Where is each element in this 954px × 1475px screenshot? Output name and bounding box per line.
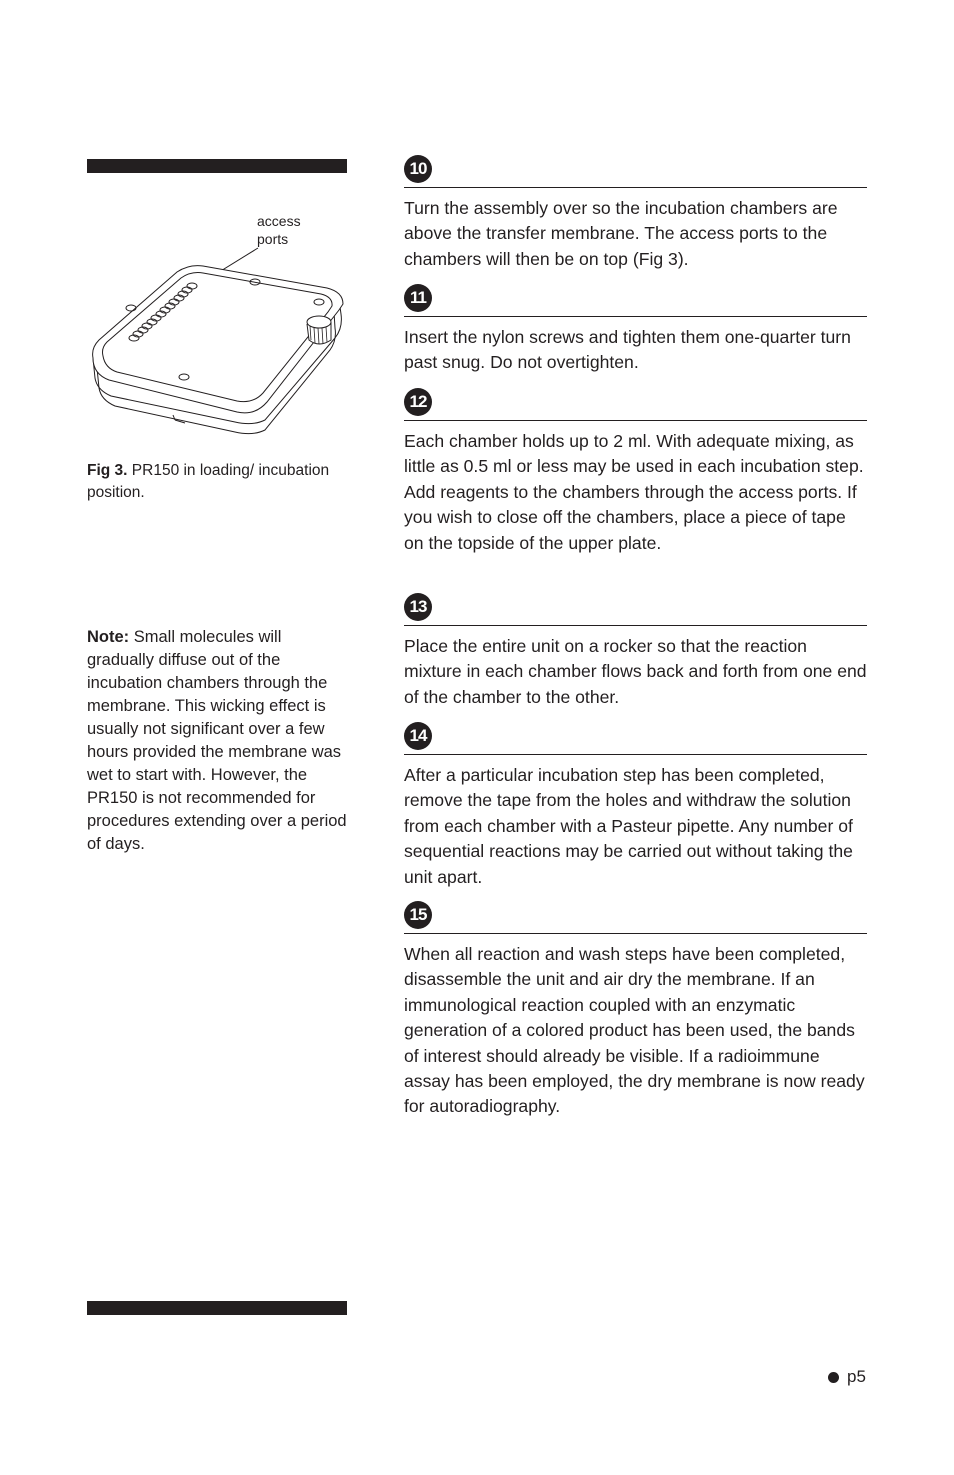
step-number-badge: 11	[404, 284, 432, 312]
sidebar-top-rule	[87, 159, 347, 173]
step-text: Place the entire unit on a rocker so that the reaction mixture in each chamber flows back and forth from one end of the chamber to the other.	[404, 636, 867, 707]
note-label: Note:	[87, 628, 130, 646]
note-block	[87, 626, 349, 856]
step-text: After a particular incubation step has been completed, remove the tape from the holes and withdraw the solution from each chamber with a Pasteur pipette. Any number of sequential reactions may be carried out without taking the unit apart.	[404, 765, 853, 887]
step-14	[404, 722, 867, 890]
step-text: Each chamber holds up to 2 ml. With adequate mixing, as little as 0.5 ml or less may be used in each incubation step. Add reagents to the chambers through the access ports. If you wish to close off the chambers, place a piece of tape on the topside of the upper plate.	[404, 431, 864, 553]
figure-caption	[87, 460, 347, 504]
note-text: Small molecules will gradually diffuse out of the incubation chambers through the membrane. This wicking effect is usually not significant over a few hours provided the membrane was wet to start with. However, the PR150 is not recommended for procedures extending over a period of days.	[87, 628, 347, 853]
callout-line-1: access	[257, 213, 301, 229]
step-number-badge: 12	[404, 388, 432, 416]
sidebar-bottom-rule	[87, 1301, 347, 1315]
page-number-text: p5	[847, 1367, 866, 1386]
step-text: Insert the nylon screws and tighten them one-quarter turn past snug. Do not overtighten.	[404, 327, 851, 373]
caption-label: Fig 3.	[87, 462, 128, 479]
caption-text: PR150 in loading/ incubation position.	[87, 462, 330, 501]
callout-line-2: ports	[257, 231, 289, 247]
step-text: When all reaction and wash steps have been completed, disassemble the unit and air dry the membrane. If an immunological reaction coupled with an enzymatic generation of a colored product has been used, the bands of interest should already be visible. If a radioimmune assay has been employed, the dry membrane is now ready for autoradiography.	[404, 944, 865, 1117]
step-number-badge: 15	[404, 901, 432, 929]
step-15	[404, 901, 867, 1120]
step-13	[404, 593, 867, 710]
step-header	[404, 722, 867, 755]
pr150-device-illustration	[85, 240, 350, 440]
step-number-badge: 14	[404, 722, 432, 750]
step-number-badge: 13	[404, 593, 432, 621]
bullet-icon	[828, 1372, 839, 1383]
step-header	[404, 284, 867, 317]
step-12	[404, 388, 867, 556]
step-number-badge: 10	[404, 155, 432, 183]
step-header	[404, 155, 867, 188]
step-10	[404, 155, 867, 272]
step-header	[404, 901, 867, 934]
step-text: Turn the assembly over so the incubation chambers are above the transfer membrane. The access ports to the chambers will then be on top (Fig 3).	[404, 198, 838, 269]
page-number	[828, 1366, 866, 1388]
step-11	[404, 284, 867, 376]
step-header	[404, 593, 867, 626]
step-header	[404, 388, 867, 421]
